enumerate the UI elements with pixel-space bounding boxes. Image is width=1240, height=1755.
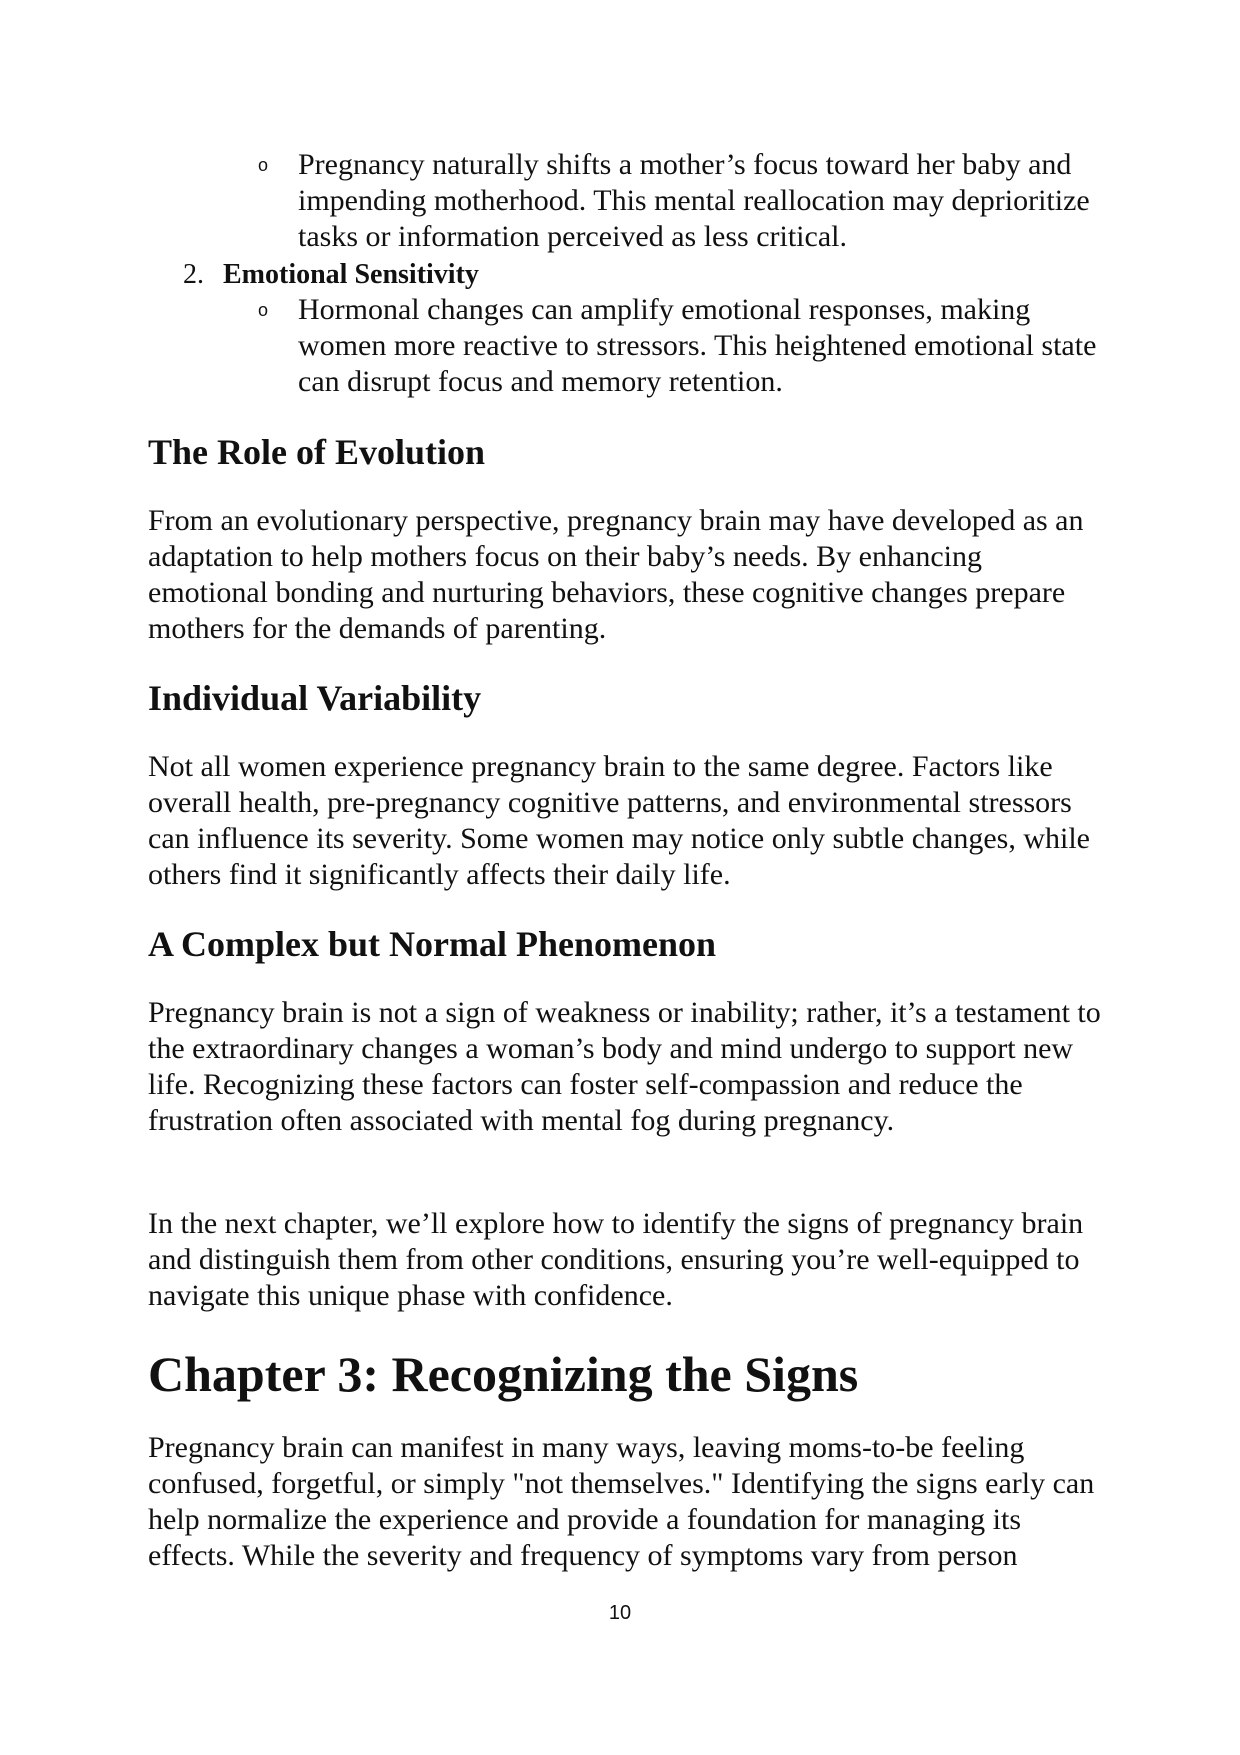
- chapter-intro-paragraph: Pregnancy brain can manifest in many ways, leaving moms-to-be feeling confused, forgetful, or simply "not themselves." Identifying the signs early can help normalize the experience and provide a foundation for managing its effects. While the severity and frequency of symptoms vary from person: [148, 1431, 1095, 1572]
- section-paragraph: From an evolutionary perspective, pregnancy brain may have developed as an adaptation to help mothers focus on their baby’s needs. By enhancing emotional bonding and nurturing behaviors, these cognitive changes prepare mothers for the demands of parenting.: [148, 504, 1084, 645]
- bullet-icon: o: [258, 155, 269, 175]
- page-number: 10: [608, 1602, 632, 1624]
- sub-item-text: Pregnancy naturally shifts a mother’s focus toward her baby and impending motherhood. This mental reallocation may deprioritize tasks or information perceived as less critical.: [298, 148, 1090, 253]
- sub-list-item1: [258, 147, 1118, 255]
- list-number: 2.: [183, 259, 204, 290]
- sub-item-text: Hormonal changes can amplify emotional responses, making women more reactive to stressors. This heightened emotional state can disrupt focus and memory retention.: [298, 293, 1097, 398]
- sub-list-item2: [258, 292, 1118, 400]
- section-paragraph: Pregnancy brain is not a sign of weakness or inability; rather, it’s a testament to the extraordinary changes a woman’s body and mind undergo to support new life. Recognizing these factors can foster self-compassion and reduce the frustration often associated with mental fog during pregnancy.: [148, 996, 1101, 1137]
- section-paragraph: Not all women experience pregnancy brain to the same degree. Factors like overall health, pre-pregnancy cognitive patterns, and environmental stressors can influence its severity. Some women may notice only subtle changes, while others find it significantly affects their daily life.: [148, 750, 1090, 891]
- bullet-icon: o: [258, 300, 269, 320]
- chapter-title: Chapter 3: Recognizing the Signs: [148, 1346, 859, 1402]
- section-heading: A Complex but Normal Phenomenon: [148, 924, 717, 964]
- list-item-label: Emotional Sensitivity: [223, 259, 479, 290]
- sub-list-item: [258, 147, 1118, 255]
- section-paragraph: In the next chapter, we’ll explore how to identify the signs of pregnancy brain and distinguish them from other conditions, ensuring you’re well-equipped to navigate this unique phase with confidence.: [148, 1207, 1084, 1312]
- section-heading: The Role of Evolution: [148, 432, 486, 472]
- section-heading: Individual Variability: [148, 678, 482, 718]
- numbered-list-item: [183, 257, 479, 293]
- sub-list-item: [258, 292, 1118, 400]
